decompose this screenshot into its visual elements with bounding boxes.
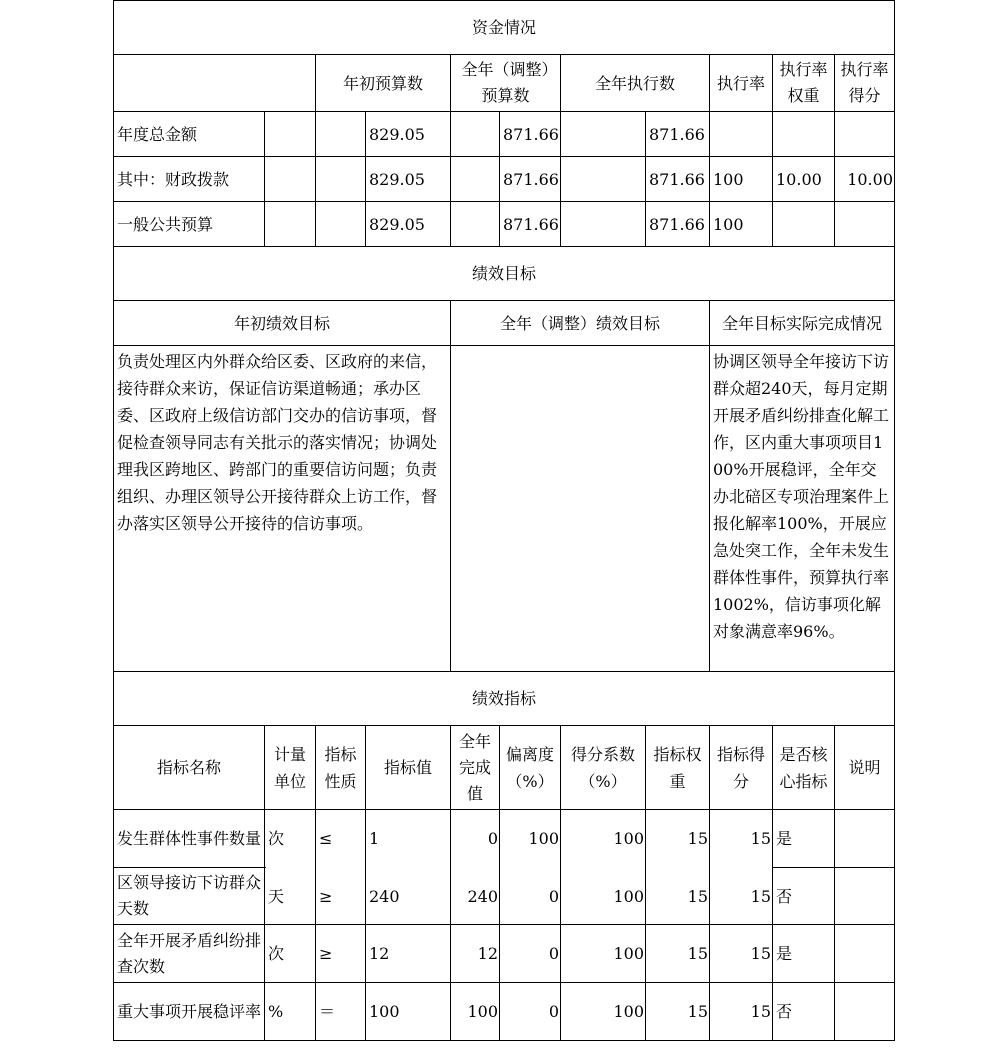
- funds-header-rate: 执行率: [716, 73, 765, 93]
- ind-row-deviation: 100: [528, 829, 559, 848]
- grid-line: [450, 54, 451, 247]
- grid-line: [499, 725, 500, 1041]
- ind-row-weight: 15: [687, 886, 708, 906]
- funds-section-title: 资金情况: [471, 18, 536, 37]
- grid-line: [113, 0, 114, 1041]
- ind-header-actual: 全年完成值: [459, 731, 492, 803]
- ind-row-value: 100: [369, 1002, 400, 1021]
- grid-line: [113, 924, 895, 925]
- ind-row-note: [835, 868, 894, 924]
- funds-row-executed: 871.66: [649, 124, 705, 144]
- grid-line: [113, 345, 895, 346]
- ind-row-value: 1: [369, 829, 380, 848]
- grid-line: [560, 54, 561, 247]
- grid-line: [113, 1040, 895, 1041]
- ind-row-score: 15: [750, 886, 771, 906]
- ind-row-actual: 0: [487, 829, 498, 848]
- grid-line: [113, 982, 895, 983]
- funds-row-score: 10.00: [847, 169, 893, 189]
- ind-row-deviation: 0: [548, 1002, 559, 1021]
- grid-line: [113, 156, 895, 157]
- ind-row-core: 是: [776, 829, 793, 848]
- ind-row-name: 重大事项开展稳评率: [117, 1001, 262, 1021]
- ind-row-weight: 15: [687, 944, 708, 963]
- ind-row-actual: 240: [467, 886, 498, 906]
- funds-row-label: 一般公共预算: [117, 214, 214, 234]
- goals-initial-text: 负责处理区内外群众给区委、区政府的来信，接待群众来访，保证信访渠道畅通；承办区委、区政府上级信访部门交办的信访事项，督促检查领导同志有关批示的落实情况；协调处理我区跨地区、跨部门的重要信访问题；负责组织、办理区领导公开接待群众上访工作，督办落实区领导公开接待的信访事项。: [117, 352, 438, 533]
- goals-actual-text: 协调区领导全年接访下访群众超240天，每月定期开展矛盾纠纷排查化解工作，区内重大事项项目100%开展稳评，全年交办北碚区专项治理案件上报化解率100%，开展应急处突工作，全年未发生群体性事件，预算执行率1002%，信访事项化解对象满意率96%。: [713, 352, 890, 641]
- grid-line: [709, 300, 710, 672]
- ind-row-actual: 100: [467, 1002, 498, 1021]
- ind-header-nature: 指标性质: [324, 744, 357, 791]
- ind-header-name: 指标名称: [156, 758, 221, 777]
- ind-header-score: 指标得分: [716, 744, 765, 791]
- ind-row-core: 否: [776, 886, 793, 906]
- grid-line: [113, 201, 895, 202]
- goals-header-actual: 全年目标实际完成情况: [721, 313, 882, 333]
- funds-row-adjusted: 871.66: [503, 124, 559, 144]
- grid-line: [113, 867, 266, 868]
- ind-row-value: 240: [369, 886, 400, 906]
- ind-row-nature: ≥: [319, 886, 333, 906]
- funds-header-weight: 执行率权重: [779, 60, 828, 105]
- funds-row-score: [835, 112, 894, 156]
- ind-row-note: [835, 810, 894, 867]
- ind-row-nature: ＝: [319, 1002, 336, 1021]
- funds-row-label: 年度总金额: [117, 124, 198, 144]
- grid-line: [772, 725, 773, 1041]
- grid-line: [894, 0, 895, 1041]
- ind-row-coef: 100: [613, 1002, 644, 1021]
- ind-row-actual: 12: [477, 944, 498, 963]
- grid-line: [113, 671, 895, 672]
- grid-line: [365, 111, 366, 247]
- ind-header-value: 指标值: [383, 758, 432, 777]
- grid-line: [113, 54, 895, 55]
- ind-row-name: 发生群体性事件数量: [117, 828, 262, 848]
- ind-header-deviation: 偏离度（%）: [505, 744, 554, 791]
- ind-row-nature: ≥: [319, 944, 333, 963]
- funds-row-initial: 829.05: [369, 169, 425, 189]
- ind-header-note: 说明: [848, 758, 881, 777]
- grid-line: [499, 111, 500, 247]
- ind-header-coef: 得分系数（%）: [570, 744, 635, 791]
- grid-line: [834, 725, 835, 1041]
- grid-line: [772, 54, 773, 247]
- funds-row-weight: 10.00: [776, 169, 822, 189]
- funds-header-initial: 年初预算数: [342, 73, 423, 93]
- grid-line: [834, 54, 835, 247]
- ind-row-weight: 15: [687, 1002, 708, 1021]
- funds-header-adjusted: 全年（调整）预算数: [461, 60, 550, 105]
- ind-row-score: 15: [750, 829, 771, 848]
- ind-row-value: 12: [369, 944, 390, 963]
- grid-line: [450, 725, 451, 1041]
- ind-row-weight: 15: [687, 829, 708, 848]
- ind-row-deviation: 0: [548, 886, 559, 906]
- funds-row-score: [835, 202, 894, 246]
- ind-row-coef: 100: [613, 944, 644, 963]
- grid-line: [560, 725, 561, 1041]
- funds-row-initial: 829.05: [369, 214, 425, 234]
- grid-line: [645, 111, 646, 247]
- ind-row-nature: ≤: [319, 829, 333, 848]
- ind-row-name: 区领导接访下访群众天数: [117, 873, 262, 918]
- ind-row-score: 15: [750, 944, 771, 963]
- funds-row-rate: 100: [713, 214, 744, 234]
- goals-section-title: 绩效目标: [471, 264, 536, 283]
- funds-row-executed: 871.66: [649, 169, 705, 189]
- goals-adjusted-text: [451, 346, 709, 671]
- ind-row-coef: 100: [613, 829, 644, 848]
- grid-line: [365, 725, 366, 1041]
- funds-row-executed: 871.66: [649, 214, 705, 234]
- ind-row-deviation: 0: [548, 944, 559, 963]
- ind-row-unit: 次: [268, 829, 285, 848]
- funds-row-weight: [773, 112, 834, 156]
- goals-header-adjusted: 全年（调整）绩效目标: [499, 313, 660, 333]
- grid-line: [113, 725, 895, 726]
- ind-row-score: 15: [750, 1002, 771, 1021]
- funds-row-adjusted: 871.66: [503, 214, 559, 234]
- grid-line: [113, 809, 895, 810]
- goals-header-initial: 年初绩效目标: [233, 313, 330, 333]
- indicators-section-title: 绩效指标: [471, 689, 536, 708]
- ind-row-core: 是: [776, 944, 793, 963]
- grid-line: [645, 725, 646, 1041]
- grid-line: [264, 111, 265, 247]
- grid-line: [315, 54, 316, 247]
- funds-header-executed: 全年执行数: [594, 73, 675, 93]
- ind-header-core: 是否核心指标: [779, 744, 828, 791]
- funds-row-adjusted: 871.66: [503, 169, 559, 189]
- funds-row-label: 其中：财政拨款: [117, 169, 230, 189]
- funds-row-initial: 829.05: [369, 124, 425, 144]
- grid-line: [264, 725, 265, 1041]
- grid-line: [113, 246, 895, 247]
- grid-line: [113, 300, 895, 301]
- ind-row-note: [835, 983, 894, 1040]
- grid-line: [113, 0, 895, 1]
- funds-row-rate: [710, 112, 772, 156]
- ind-row-unit: 次: [268, 944, 285, 963]
- grid-line: [315, 725, 316, 1041]
- funds-row-weight: [773, 202, 834, 246]
- ind-row-name: 全年开展矛盾纠纷排查次数: [117, 930, 262, 976]
- ind-header-unit: 计量单位: [273, 744, 306, 791]
- grid-line: [450, 300, 451, 672]
- ind-row-coef: 100: [613, 886, 644, 906]
- grid-line: [709, 725, 710, 1041]
- ind-header-weight: 指标权重: [653, 744, 702, 791]
- grid-line: [113, 111, 895, 112]
- ind-row-unit: 天: [268, 886, 285, 906]
- funds-header-score: 执行率得分: [840, 60, 889, 105]
- funds-row-rate: 100: [713, 169, 744, 189]
- ind-row-core: 否: [776, 1002, 793, 1021]
- grid-line: [709, 54, 710, 247]
- ind-row-unit: %: [268, 1002, 284, 1021]
- ind-row-note: [835, 925, 894, 982]
